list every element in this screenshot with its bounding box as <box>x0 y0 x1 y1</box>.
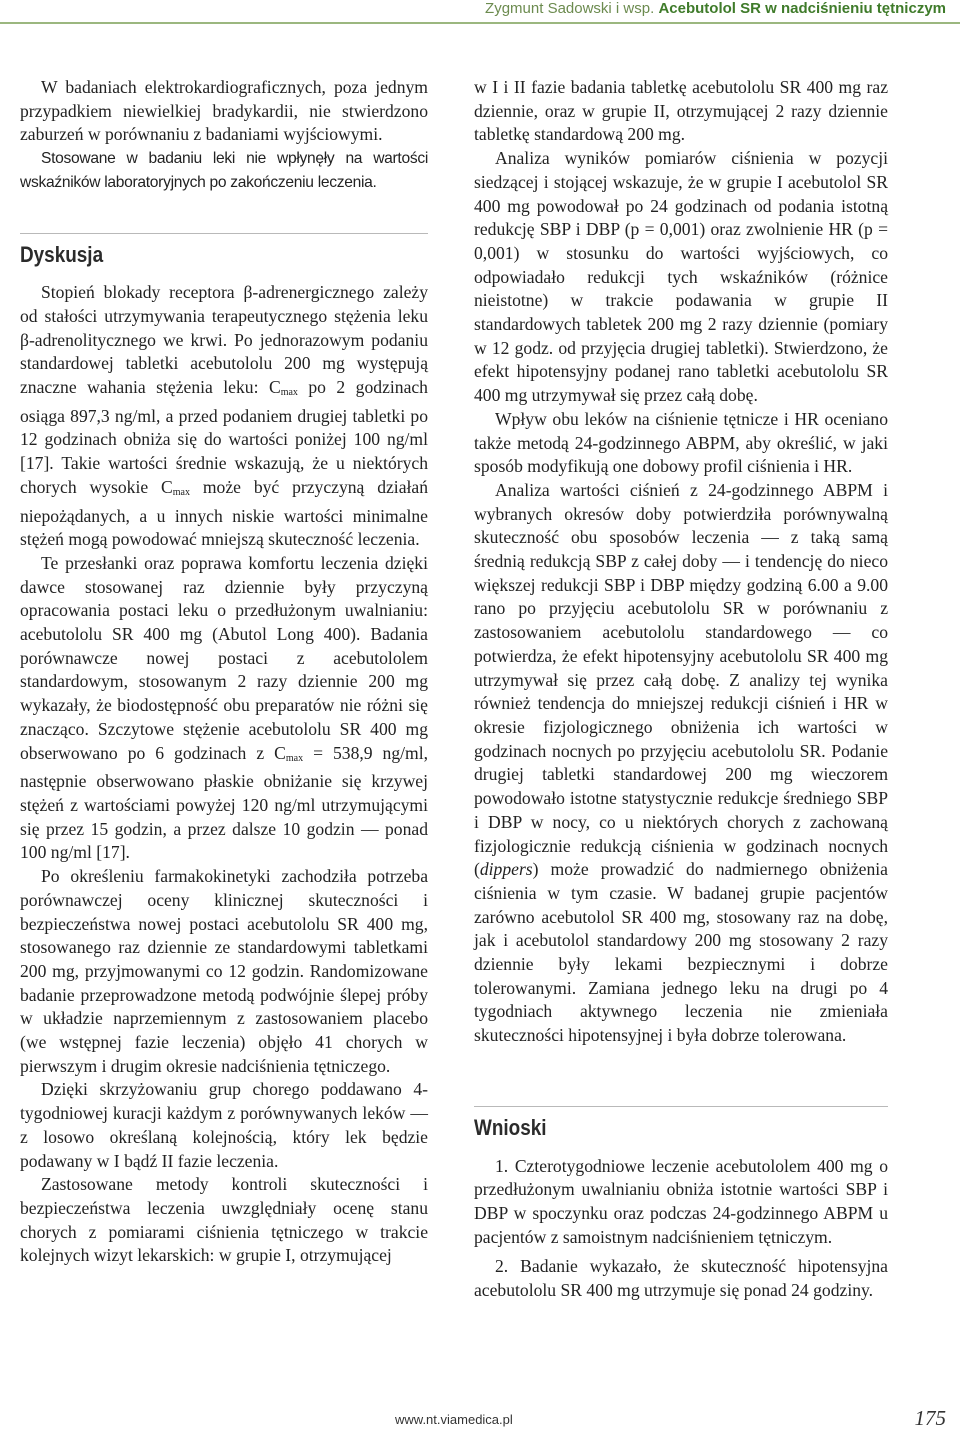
paragraph-continuation: w I i II fazie badania tabletkę acebutololu SR 400 mg raz dziennie, oraz w grupie II, otrzymującej 2 razy dziennie tabletkę standardową 200 mg. <box>474 77 888 145</box>
paragraph-discussion-1 <box>20 281 428 552</box>
page-number: 175 <box>914 1406 946 1430</box>
analysis-2-text: Analiza wartości ciśnień z 24-godzinnego ABPM i wybranych okresów doby potwierdziła porównywalną skuteczność obu sposobów leczenia — z taką samą średnią redukcją SBP z całej doby — i tendencję do nieco większej redukcji SBP i DBP między godziną 6.00 a 9.00 rano po przyjęciu acebutololu SR w porównaniu z zastosowaniem acebutololu standardowego — co potwierdza, że efekt hipotensyjny acebutololu SR 400 mg utrzymywał się przez całą dobę. Z analizy tej wynika również tendencja do mniejszej redukcji ciśnień i HR w okresie fizjologicznego obniżenia ich wartości w godzinach nocnych po przyjęciu acebutololu SR. Podanie drugiej tabletki standardowej 200 mg wieczorem powodowało istotne statystycznie redukcje średniego SBP i DBP w nocy, co u niektórych chorych z zachowaną fizjologicznie redukcją ciśnienia w godzinach nocnych ( <box>474 479 888 880</box>
section-divider-discussion <box>20 233 428 234</box>
section-title-discussion: Dyskusja <box>20 241 104 267</box>
paragraph-abpm: Wpływ obu leków na ciśnienie tętnicze i HR oceniano także metodą 24-godzinnego ABPM, aby określić, w jaki sposób modyfikują one dobowy profil ciśnienia i HR. <box>474 408 888 477</box>
section-divider-conclusions <box>474 1106 888 1107</box>
header-article-title: Acebutolol SR w nadciśnieniu tętniczym <box>658 0 946 17</box>
header-divider <box>0 22 960 24</box>
right-column <box>474 76 888 1303</box>
dippers-term: dippers <box>479 859 533 880</box>
discussion-1-text-c: może być przyczyną działań niepożądanych, a u innych niskie wartości minimalne stężeń mogą powodować mniejszą skuteczność leczenia. <box>20 476 429 550</box>
discussion-2-text: Te przesłanki oraz poprawa komfortu leczenia dzięki dawce stosowanej raz dziennie były przyczyną opracowania postaci leku o przedłużonym uwalnianiu: acebutololu SR 400 mg (Abutol Long 400). Badania porównawcze nowej postaci z acebutololem standardowym, stosowanym 2 razy dziennie 200 mg wykazały, że biodostępność obu preparatów nie różni się znacząco. Szczytowe stężenie acebutololu SR 400 mg obserwowano po 6 godzinach z <box>20 552 428 763</box>
paragraph-analysis-2 <box>474 479 888 1048</box>
paragraph-discussion-2 <box>20 552 428 865</box>
cmax-symbol: $C_{max}$ <box>274 742 304 764</box>
cmax-symbol: $C_{max}$ <box>161 476 190 498</box>
header-authors: Zygmunt Sadowski i wsp. <box>485 0 655 17</box>
left-column <box>20 76 428 1268</box>
paragraph-ecg-results: W badaniach elektrokardiograficznych, poza jednym przypadkiem niewielkiej bradykardii, nie stwierdzono zaburzeń w porównaniu z badaniami wyjściowymi. <box>20 77 428 145</box>
discussion-1-text: Stopień blokady receptora β-adrenergicznego zależy od stałości utrzymywania terapeutycznego stężenia leku β-adrenolitycznego we krwi. Po jednorazowym podaniu standardowej tabletki acebutololu 200 mg występują znaczne wahania stężenia leku: <box>20 282 428 398</box>
conclusion-2: 2. Badanie wykazało, że skuteczność hipotensyjna acebutololu SR 400 mg utrzymuje się ponad 24 godziny. <box>474 1256 888 1301</box>
section-title-conclusions: Wnioski <box>474 1114 547 1140</box>
conclusion-1: 1. Czterotygodniowe leczenie acebutololem 400 mg o przedłużonym uwalnianiu obniża istotnie wartości SBP i DBP w spoczynku oraz podczas 24-godzinnego ABPM u pacjentów z samoistnym nadciśnieniem tętniczym. <box>474 1155 888 1247</box>
analysis-2-text-b: ) może prowadzić do nadmiernego obniżenia ciśnienia w tym czasie. W badanej grupie pacjentów zarówno acebutolol SR 400 mg, stosowany raz na dobę, jak i acebutolol standardowy 200 mg stosowany 2 razy dziennie były lekami bezpiecznymi i dobrze tolerowanymi. Zamiana jednego leku na drugi po 4 tygodniach aktywnego leczenia nie zmieniała skuteczności hipotensyjnej i była dobrze tolerowana. <box>474 859 888 1046</box>
paragraph-discussion-3: Po określeniu farmakokinetyki zachodziła potrzeba porównawczej oceny klinicznej skuteczności i bezpieczeństwa nowej postaci acebutololu SR 400 mg, stosowanego raz dziennie ze standardowymi tabletkami 200 mg, przyjmowanymi co 12 godzin. Randomizowane badanie przeprowadzone metodą podwójnie ślepej próby w układzie naprzemiennym z zastosowaniem placebo (we wstępnej fazie leczenia) objęło 41 chorych w pierwszym i drugim okresie nadciśnienia tętniczego. <box>20 866 428 1076</box>
discussion-2-text-b: = 538,9 ng/ml, następnie obserwowano płaskie obniżanie się krzywej stężeń z wartościami powyżej 120 ng/ml utrzymującymi się przez 15 godzin, a przez dalsze 10 godzin — ponad 100 ng/ml [17]. <box>20 742 428 863</box>
discussion-1-text-b: po 2 godzinach osiąga 897,3 ng/ml, a przed podaniem drugiej tabletki po 12 godzinach obniża się do wartości poniżej 100 ng/ml [17]. Takie wartości średnie wskazują, że u niektórych chorych wysokie <box>20 377 428 497</box>
journal-url: www.nt.viamedica.pl <box>395 1412 513 1427</box>
paragraph-analysis-1: Analiza wyników pomiarów ciśnienia w pozycji siedzącej i stojącej wskazuje, że w grupie I acebutolol SR 400 mg powodował po 24 godzinach od podania istotną redukcję SBP i DBP (p = 0,001) oraz zwolnienie HR (p = 0,001) w stosunku do wartości wyjściowych, co odpowiadało redukcji tych wskaźników (różnice nieistotne) w trakcie podawania w grupie II standardowych tabletek 200 mg 2 razy dziennie (pomiary w 12 godz. od przyjęcia drugiej tabletki). Stwierdzono, że efekt hipotensyjny podanej rano tabletki acebutololu SR 400 mg utrzymywał się przez całą dobę. <box>474 148 888 406</box>
paragraph-discussion-5: Zastosowane metody kontroli skuteczności i bezpieczeństwa leczenia uwzględniały ocenę stanu chorych z pomiarami ciśnienia tętniczego w trakcie kolejnych wizyt lekarskich: w grupie I, otrzymującej <box>20 1174 428 1266</box>
paragraph-lab-results: Stosowane w badaniu leki nie wpłynęły na wartości wskaźników laboratoryjnych po zakończeniu leczenia. <box>20 150 428 191</box>
paragraph-discussion-4: Dzięki skrzyżowaniu grup chorego poddawano 4-tygodniowej kuracji każdym z porównywanych leków — z losowo określaną kolejnością, który lek będzie podawany w I bądź II fazie leczenia. <box>20 1079 428 1171</box>
cmax-symbol: $C_{max}$ <box>268 377 298 399</box>
